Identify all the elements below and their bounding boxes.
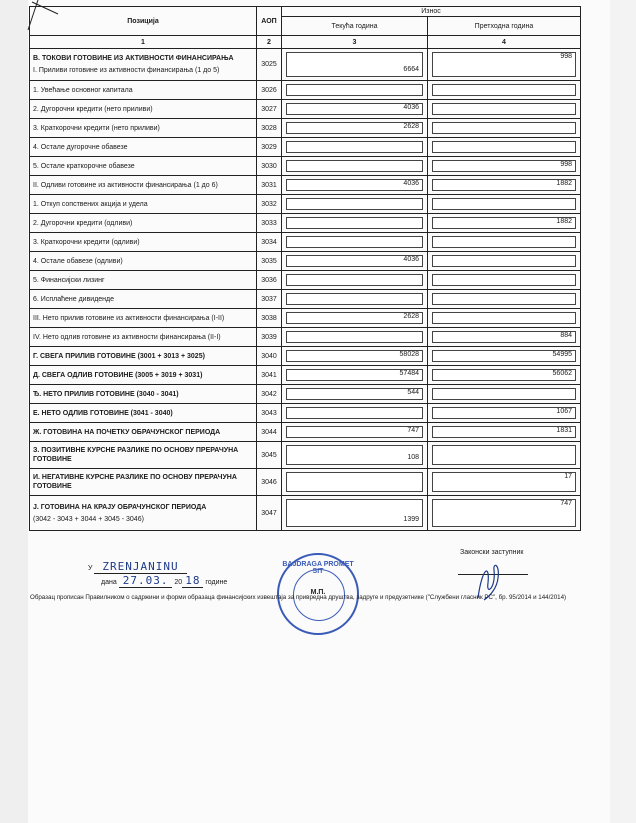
row-position [30,366,257,385]
row-position [30,81,257,100]
previous-value: 1067 [556,408,572,415]
table-row [30,195,581,214]
row-label: Ж. ГОТОВИНА НА ПОЧЕТКУ ОБРАЧУНСКОГ ПЕРИОДА [33,428,221,436]
previous-value: 1882 [556,218,572,225]
row-sublabel: (3042 - 3043 + 3044 + 3045 - 3046) [33,515,144,523]
row-aop: 3038 [257,309,282,328]
row-previous-cell [428,328,581,347]
row-previous-cell [428,100,581,119]
row-label: 1. Откуп сопствених акција и удела [33,200,148,208]
table-row [30,119,581,138]
row-current-cell [282,195,428,214]
row-current-cell [282,496,428,531]
current-value: 544 [407,389,419,396]
current-value-field [286,122,423,134]
current-value-field [286,445,423,465]
row-current-cell [282,442,428,469]
row-previous-cell [428,176,581,195]
row-position [30,385,257,404]
current-value-field [286,407,423,419]
table-row [30,233,581,252]
row-current-cell [282,100,428,119]
row-aop: 3045 [257,442,282,469]
row-aop: 3036 [257,271,282,290]
previous-value-field [432,141,576,153]
row-label: 3. Краткорочни кредити (одливи) [33,238,140,246]
previous-value-field [432,217,576,229]
row-position [30,252,257,271]
previous-value: 17 [564,473,572,480]
table-row [30,157,581,176]
row-aop: 3034 [257,233,282,252]
row-aop: 3033 [257,214,282,233]
row-position [30,100,257,119]
row-aop: 3039 [257,328,282,347]
row-label: 6. Исплаћене дивиденде [33,295,115,303]
previous-value-field [432,369,576,381]
previous-value-field [432,293,576,305]
table-row [30,385,581,404]
row-position [30,347,257,366]
current-value-field [286,52,423,77]
header-aop: АОП [257,7,282,36]
table-row [30,469,581,496]
row-label: Д. СВЕГА ОДЛИВ ГОТОВИНЕ (3005 + 3019 + 3031) [33,371,203,379]
row-previous-cell [428,49,581,81]
row-previous-cell [428,214,581,233]
previous-value-field [432,198,576,210]
row-sublabel: I. Приливи готовине из активности финансирања (1 до 5) [33,67,220,74]
date-prefix: дана [101,579,117,586]
row-aop: 3031 [257,176,282,195]
previous-value: 1831 [556,427,572,434]
row-aop: 3025 [257,49,282,81]
row-position [30,290,257,309]
row-position [30,469,257,496]
previous-value: 998 [560,53,572,60]
current-value: 4036 [403,256,419,263]
previous-value: 54995 [552,351,572,358]
table-row [30,423,581,442]
row-label: И. НЕГАТИВНЕ КУРСНЕ РАЗЛИКЕ ПО ОСНОВУ ПРЕРАЧУНА ГОТОВИНЕ [33,474,237,490]
previous-value-field [432,52,576,77]
table-row [30,309,581,328]
previous-value-field [432,350,576,362]
current-value-field [286,255,423,267]
current-value: 2628 [403,313,419,320]
row-previous-cell [428,496,581,531]
table-row [30,100,581,119]
row-aop: 3029 [257,138,282,157]
row-label: В. ТОКОВИ ГОТОВИНЕ ИЗ АКТИВНОСТИ ФИНАНСИРАЊА [33,55,234,62]
current-value: 57484 [399,370,419,377]
col-number: 3 [282,36,428,49]
previous-value-field [432,255,576,267]
previous-value-field [432,103,576,115]
current-value-field [286,388,423,400]
row-current-cell [282,404,428,423]
table-row [30,214,581,233]
row-current-cell [282,290,428,309]
previous-value-field [432,84,576,96]
previous-value: 56062 [552,370,572,377]
row-current-cell [282,366,428,385]
previous-value-field [432,331,576,343]
row-position [30,233,257,252]
previous-value-field [432,426,576,438]
header-amount: Износ [282,7,581,17]
row-current-cell [282,328,428,347]
table-row [30,271,581,290]
previous-value: 884 [560,332,572,339]
row-previous-cell [428,469,581,496]
current-value: 1399 [403,516,419,523]
previous-value: 747 [560,500,572,507]
table-row [30,328,581,347]
row-label: 5. Остале краткорочне обавезе [33,162,135,170]
row-current-cell [282,469,428,496]
row-previous-cell [428,385,581,404]
row-label: Г. СВЕГА ПРИЛИВ ГОТОВИНЕ (3001 + 3013 + 3025) [33,352,205,360]
date-handwritten: 27.03. [119,574,173,588]
table-row [30,49,581,81]
scan-gutter [0,0,28,823]
previous-value-field [432,407,576,419]
cash-flow-table [29,6,581,531]
row-position [30,119,257,138]
current-value-field [286,217,423,229]
previous-value-field [432,160,576,172]
row-previous-cell [428,195,581,214]
current-value-field [286,293,423,305]
header-current-year: Текућа година [282,17,428,36]
current-value-field [286,472,423,492]
previous-value-field [432,499,576,527]
table-row [30,496,581,531]
row-current-cell [282,49,428,81]
row-current-cell [282,214,428,233]
row-position [30,195,257,214]
row-position [30,271,257,290]
row-previous-cell [428,252,581,271]
row-position [30,214,257,233]
regulation-note: Образац прописан Правилником о садржини и форми образаца финансијских извештаја за привредна друштва, задруге и предузетнике ("Службени гласник РС", бр. 95/2014 и 144/2014) [30,594,567,601]
row-current-cell [282,252,428,271]
previous-value-field [432,179,576,191]
row-previous-cell [428,233,581,252]
row-label: IV. Нето одлив готовине из активности финансирања (II-I) [33,333,221,341]
row-label: Ј. ГОТОВИНА НА КРАЈУ ОБРАЧУНСКОГ ПЕРИОДА [33,503,207,511]
row-label: 4. Остале дугорочне обавезе [33,143,128,151]
row-aop: 3040 [257,347,282,366]
row-position [30,442,257,469]
row-aop: 3026 [257,81,282,100]
place-line [88,560,187,573]
header-previous-year: Претходна година [428,17,581,36]
year-prefix: 20 [174,579,183,586]
row-position [30,404,257,423]
row-label: 2. Дугорочни кредити (одливи) [33,219,133,227]
row-previous-cell [428,347,581,366]
table-row [30,252,581,271]
row-current-cell [282,176,428,195]
place-prefix: У [88,565,93,572]
current-value: 2628 [403,123,419,130]
row-current-cell [282,138,428,157]
current-value-field [286,179,423,191]
row-current-cell [282,423,428,442]
row-aop: 3030 [257,157,282,176]
row-current-cell [282,81,428,100]
current-value-field [286,103,423,115]
table-row [30,442,581,469]
col-number: 1 [30,36,257,49]
previous-value: 998 [560,161,572,168]
row-previous-cell [428,309,581,328]
current-value: 747 [407,427,419,434]
place-handwritten: ZRENJANINU [94,560,186,574]
previous-value-field [432,472,576,492]
previous-value-field [432,445,576,465]
current-value: 4036 [403,180,419,187]
row-previous-cell [428,119,581,138]
row-previous-cell [428,442,581,469]
table-row [30,404,581,423]
row-aop: 3041 [257,366,282,385]
col-number: 2 [257,36,282,49]
current-value-field [286,84,423,96]
current-value-field [286,312,423,324]
row-aop: 3044 [257,423,282,442]
current-value: 58028 [399,351,419,358]
row-label: З. ПОЗИТИВНЕ КУРСНЕ РАЗЛИКЕ ПО ОСНОВУ ПРЕРАЧУНА ГОТОВИНЕ [33,447,239,463]
row-position [30,328,257,347]
current-value-field [286,499,423,527]
previous-value-field [432,122,576,134]
previous-value-field [432,236,576,248]
row-position [30,138,257,157]
current-value-field [286,141,423,153]
row-previous-cell [428,81,581,100]
row-label: 5. Финансијски лизинг [33,276,105,284]
row-label: 1. Увећање основног капитала [33,86,133,94]
row-aop: 3027 [257,100,282,119]
row-previous-cell [428,271,581,290]
row-aop: 3035 [257,252,282,271]
year-suffix: године [205,579,228,586]
row-aop: 3046 [257,469,282,496]
row-position [30,49,257,81]
current-value-field [286,369,423,381]
row-current-cell [282,347,428,366]
current-value-field [286,198,423,210]
date-line [101,574,227,587]
row-label: II. Одливи готовине из активности финансирања (1 до 6) [33,181,218,189]
row-label: III. Нето прилив готовине из активности финансирања (I-II) [33,314,225,322]
year-handwritten: 18 [182,574,203,588]
row-position [30,176,257,195]
row-position [30,309,257,328]
row-aop: 3042 [257,385,282,404]
row-position [30,423,257,442]
current-value: 108 [407,454,419,461]
table-row [30,81,581,100]
representative-label: Законски заступник [460,549,524,556]
stamp-label: М.П. [310,589,326,596]
row-aop: 3032 [257,195,282,214]
table-row [30,366,581,385]
current-value-field [286,236,423,248]
row-previous-cell [428,423,581,442]
row-label: 4. Остале обавезе (одливи) [33,257,123,265]
row-current-cell [282,233,428,252]
row-previous-cell [428,366,581,385]
stamp-text: BAJDRAGA PROMET SIT [282,561,354,575]
row-aop: 3037 [257,290,282,309]
current-value-field [286,331,423,343]
table-row [30,290,581,309]
row-current-cell [282,271,428,290]
current-value-field [286,350,423,362]
current-value: 6664 [403,66,419,73]
col-number: 4 [428,36,581,49]
row-current-cell [282,157,428,176]
row-label: Е. НЕТО ОДЛИВ ГОТОВИНЕ (3041 - 3040) [33,409,173,417]
row-current-cell [282,309,428,328]
table-row [30,138,581,157]
row-label: 3. Краткорочни кредити (нето приливи) [33,124,160,132]
row-previous-cell [428,138,581,157]
row-label: Ђ. НЕТО ПРИЛИВ ГОТОВИНЕ (3040 - 3041) [33,390,179,398]
current-value-field [286,426,423,438]
row-position [30,496,257,531]
previous-value: 1882 [556,180,572,187]
row-previous-cell [428,404,581,423]
previous-value-field [432,388,576,400]
current-value-field [286,160,423,172]
row-current-cell [282,385,428,404]
row-label: 2. Дугорочни кредити (нето приливи) [33,105,153,113]
scan-edge [610,0,636,823]
row-previous-cell [428,157,581,176]
current-value-field [286,274,423,286]
row-aop: 3047 [257,496,282,531]
row-current-cell [282,119,428,138]
header-position: Позиција [30,7,257,36]
current-value: 4036 [403,104,419,111]
previous-value-field [432,274,576,286]
table-row [30,347,581,366]
row-aop: 3028 [257,119,282,138]
row-previous-cell [428,290,581,309]
previous-value-field [432,312,576,324]
row-position [30,157,257,176]
row-aop: 3043 [257,404,282,423]
table-row [30,176,581,195]
